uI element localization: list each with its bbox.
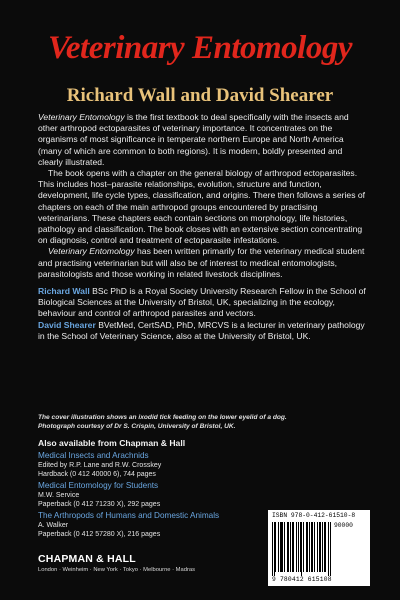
blurb-text-3: has been written primarily for the veterinary medical student and practising veterinarian but will also be of interest to medical entomologists, parasitologists and those working in related livestock disciplines. bbox=[38, 246, 365, 279]
related-book-editor: Edited by R.P. Lane and R.W. Crosskey bbox=[38, 462, 162, 469]
author-bio-name: David Shearer bbox=[38, 319, 96, 330]
author-bio-2 bbox=[38, 320, 368, 342]
related-book-title: Medical Entomology for Students bbox=[38, 481, 159, 490]
related-book bbox=[38, 511, 268, 539]
cover-caption bbox=[38, 414, 368, 431]
author-bio-1 bbox=[38, 286, 368, 320]
isbn-label: ISBN 978-0-412-61510-8 bbox=[272, 512, 356, 519]
caption-line-2: Photograph courtesy of Dr S. Crispin, University of Bristol, UK. bbox=[38, 422, 236, 430]
related-book-author: M.W. Service bbox=[38, 492, 80, 499]
title-italic: Veterinary Entomology bbox=[38, 112, 125, 122]
author-bio-text: BSc PhD is a Royal Society University Research Fellow in the School of Biological Sciences at the University of Bristol, UK, specializing in the ecology, behaviour and control of arthropod parasites and vectors. bbox=[38, 286, 366, 319]
related-books bbox=[38, 451, 268, 541]
related-book-title: The Arthropods of Humans and Domestic Animals bbox=[38, 511, 220, 520]
related-book-details: Paperback (0 412 71230 X), 292 pages bbox=[38, 501, 161, 508]
related-book-title: Medical Insects and Arachnids bbox=[38, 451, 149, 460]
blurb bbox=[38, 112, 368, 342]
publisher-cities: London · Weinheim · New York · Tokyo · Melbourne · Madras bbox=[38, 567, 196, 573]
also-available-heading: Also available from Chapman & Hall bbox=[38, 438, 186, 448]
related-book bbox=[38, 481, 268, 509]
book-title: Veterinary Entomology bbox=[48, 30, 352, 66]
related-book-author: A. Walker bbox=[38, 522, 69, 529]
price-code: 90000 bbox=[334, 522, 353, 529]
related-book-details: Hardback (0 412 40000 6), 744 pages bbox=[38, 471, 156, 478]
publisher-name: CHAPMAN & HALL bbox=[38, 553, 136, 565]
barcode-bars bbox=[272, 522, 332, 576]
book-authors: Richard Wall and David Shearer bbox=[66, 85, 334, 106]
barcode-number: 9 780412 615108 bbox=[272, 576, 332, 583]
author-bio-name: Richard Wall bbox=[38, 286, 90, 297]
related-book bbox=[38, 451, 268, 479]
barcode-panel bbox=[268, 510, 370, 586]
author-bio-text: BVetMed, CertSAD, PhD, MRCVS is a lecturer in veterinary pathology in the School of Veterinary Science, also at the University of Bristol, UK. bbox=[38, 319, 365, 341]
related-book-details: Paperback (0 412 57280 X), 216 pages bbox=[38, 531, 161, 538]
blurb-paragraph-2: The book opens with a chapter on the general biology of arthropod ectoparasites. This includes host–parasite relationships, evolution, structure and function, development, life cycle types, classification, and origins. There then follows a series of chapters on each of the main arthropod groups encountered by practising veterinarians. These chapters each contain sections on morphology, life histories, pathology and classification. The book closes with an extensive section concentrating on diagnosis, control and treatment of ectoparasite infestations. bbox=[38, 168, 366, 246]
caption-line-1: The cover illustration shows an ixodid tick feeding on the lower eyelid of a dog. bbox=[38, 414, 287, 421]
title-italic: Veterinary Entomology bbox=[48, 246, 135, 257]
blurb-paragraph-1 bbox=[38, 112, 368, 168]
blurb-text-1: is the first textbook to deal specifically with the insects and other arthropod ectoparasites of veterinary importance. It concentrates on the organisms of most significance in temperate northern Europe and North America (many of which are common to both regions). It is modern, boldly presented and clearly illustrated. bbox=[38, 112, 349, 167]
blurb-paragraph-3 bbox=[38, 246, 368, 280]
